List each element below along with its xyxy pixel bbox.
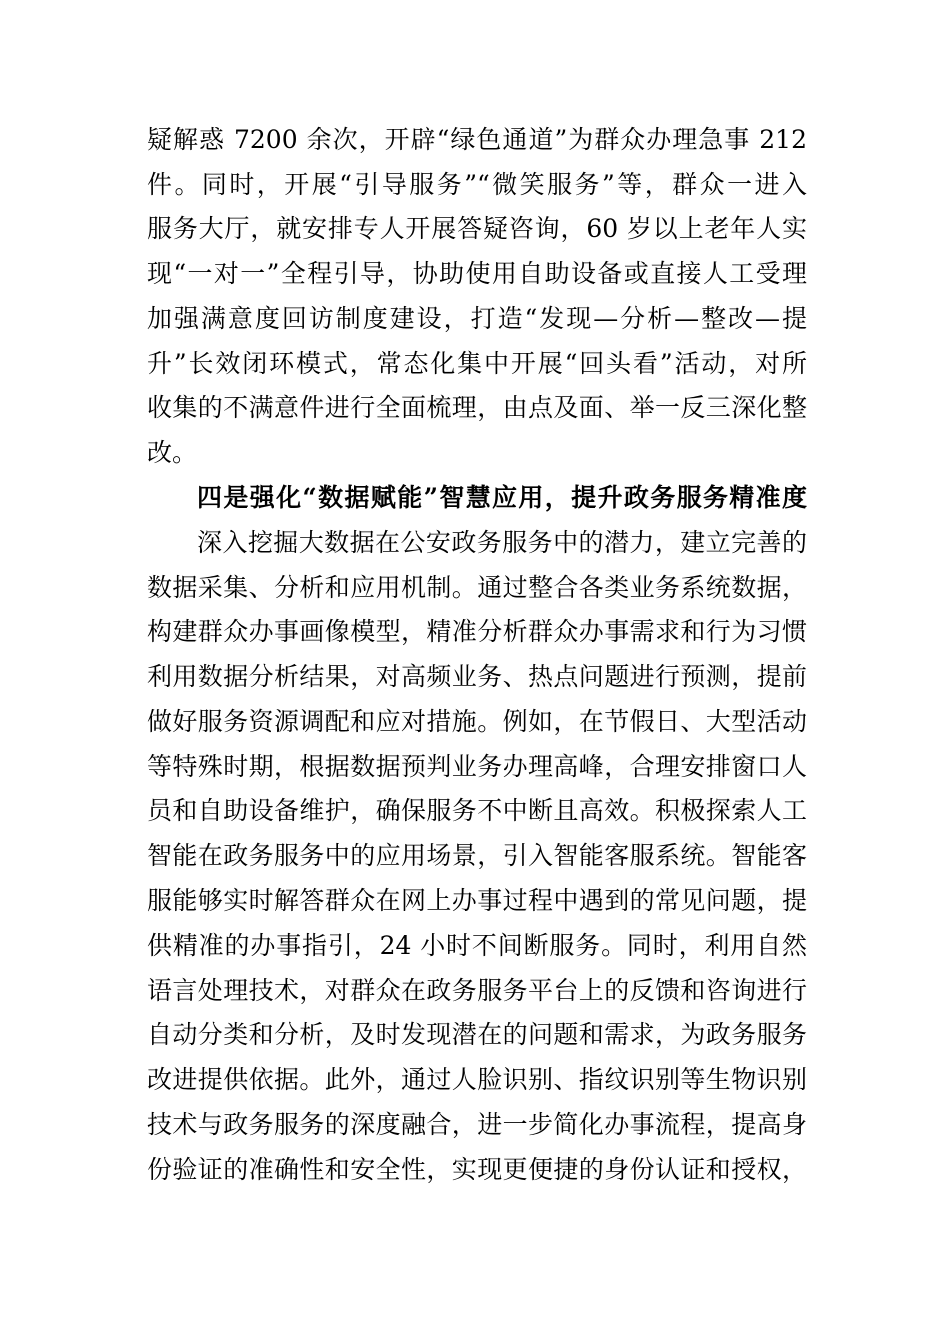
section-heading: 四是强化“数据赋能”智慧应用，提升政务服务精准度	[197, 483, 807, 512]
text-line: 等特殊时期，根据数据预判业务办理高峰，合理安排窗口人	[147, 752, 807, 781]
text-line: 改进提供依据。此外，通过人脸识别、指纹识别等生物识别	[147, 1065, 807, 1094]
text-line: 自动分类和分析，及时发现潜在的问题和需求，为政务服务	[147, 1020, 807, 1049]
text-line: 做好服务资源调配和应对措施。例如，在节假日、大型活动	[147, 707, 807, 736]
text-line: 份验证的准确性和安全性，实现更便捷的身份认证和授权，	[147, 1155, 807, 1184]
text-line: 语言处理技术，对群众在政务服务平台上的反馈和咨询进行	[147, 976, 807, 1005]
text-line: 利用数据分析结果，对高频业务、热点问题进行预测，提前	[147, 662, 807, 691]
text-line: 构建群众办事画像模型，精准分析群众办事需求和行为习惯	[147, 617, 807, 646]
text-line: 加强满意度回访制度建设，打造“发现—分析—整改—提	[147, 304, 807, 333]
text-line: 智能在政务服务中的应用场景，引入智能客服系统。智能客	[147, 841, 807, 870]
text-line: 件。同时，开展“引导服务”“微笑服务”等，群众一进入	[147, 170, 807, 199]
text-line: 数据采集、分析和应用机制。通过整合各类业务系统数据，	[147, 573, 807, 602]
text-line: 现“一对一”全程引导，协助使用自助设备或直接人工受理	[147, 259, 807, 288]
text-line: 升”长效闭环模式，常态化集中开展“回头看”活动，对所	[147, 349, 807, 378]
text-line: 收集的不满意件进行全面梳理，由点及面、举一反三深化整	[147, 393, 807, 422]
text-line: 改。	[147, 438, 198, 467]
text-line: 服能够实时解答群众在网上办事过程中遇到的常见问题，提	[147, 886, 807, 915]
text-line: 员和自助设备维护，确保服务不中断且高效。积极探索人工	[147, 796, 807, 825]
text-line: 服务大厅，就安排专人开展答疑咨询，60 岁以上老年人实	[147, 214, 807, 243]
text-line: 供精准的办事指引，24 小时不间断服务。同时，利用自然	[147, 931, 807, 960]
text-line: 疑解惑 7200 余次，开辟“绿色通道”为群众办理急事 212	[147, 125, 807, 154]
text-line: 技术与政务服务的深度融合，进一步简化办事流程，提高身	[147, 1110, 807, 1139]
paragraph-first-line: 深入挖掘大数据在公安政务服务中的潜力，建立完善的	[197, 528, 807, 557]
